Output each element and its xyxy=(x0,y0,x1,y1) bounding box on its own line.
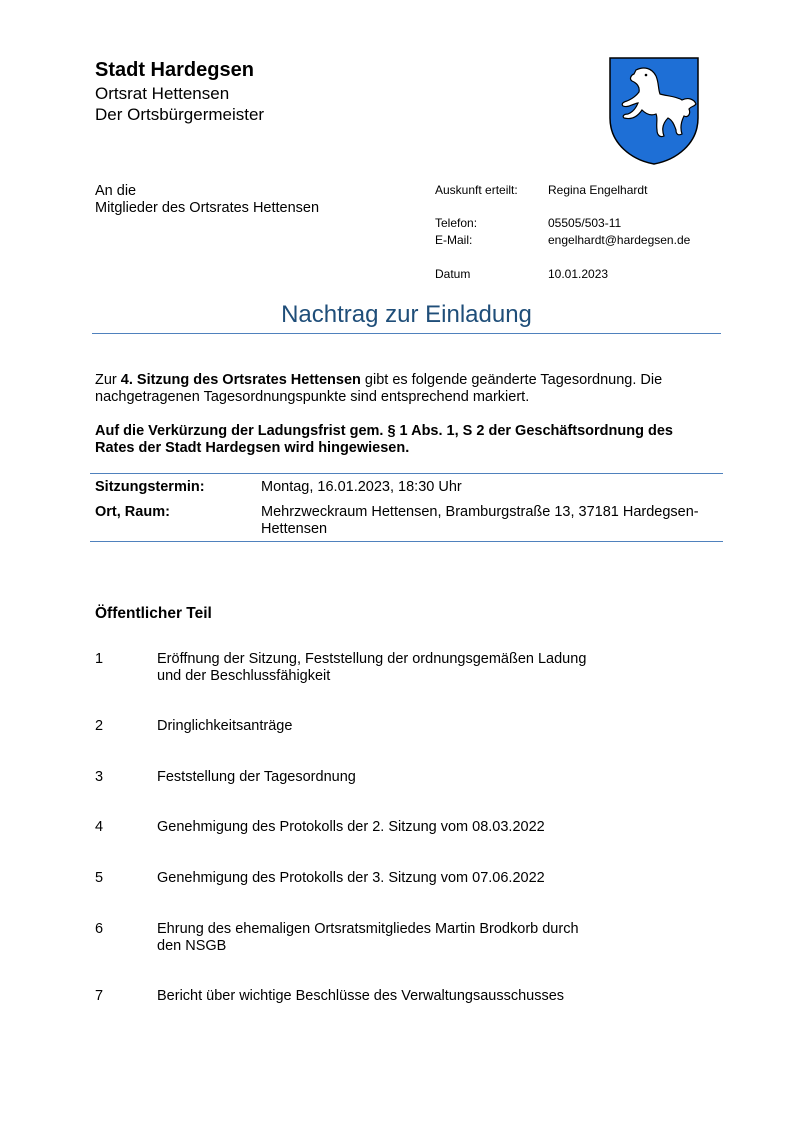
table-bottom-border xyxy=(90,541,723,542)
office-name: Der Ortsbürgermeister xyxy=(95,105,265,124)
agenda-item-number: 6 xyxy=(95,921,104,937)
recipient-line-2: Mitglieder des Ortsrates Hettensen xyxy=(95,200,320,216)
recipient-line-1: An die xyxy=(95,183,137,199)
contact-person-label: Auskunft erteilt: xyxy=(435,183,518,197)
agenda-item-number: 1 xyxy=(95,651,104,667)
agenda-item-text: Ehrung des ehemaligen Ortsratsmitgliedes Martin Brodkorb durch den NSGB xyxy=(157,921,579,954)
organization-name: Stadt Hardegsen xyxy=(95,59,254,81)
agenda-item-number: 4 xyxy=(95,819,104,835)
agenda-item-number: 2 xyxy=(95,718,104,734)
agenda-item-number: 3 xyxy=(95,769,104,785)
notice-paragraph: Auf die Verkürzung der Ladungsfrist gem. § 1 Abs. 1, S 2 der Geschäftsordnung des Rates der Stadt Hardegsen wird hingewiesen. xyxy=(95,423,673,456)
agenda-item-text: Genehmigung des Protokolls der 2. Sitzung vom 08.03.2022 xyxy=(157,819,545,835)
agenda-item-number: 7 xyxy=(95,988,104,1004)
section-title: Öffentlicher Teil xyxy=(95,605,212,622)
council-name: Ortsrat Hettensen xyxy=(95,84,230,103)
table-top-border xyxy=(90,473,723,474)
intro-suffix: gibt es folgende geänderte Tagesordnung. Die nachgetragenen Tagesordnungspunkte sind entsprechend markiert. xyxy=(95,372,663,405)
agenda-item-text: Feststellung der Tagesordnung xyxy=(157,769,356,785)
agenda-item-text: Dringlichkeitsanträge xyxy=(157,718,293,734)
date-value: 10.01.2023 xyxy=(548,267,609,281)
email-label: E-Mail: xyxy=(435,233,473,247)
meeting-date-value: Montag, 16.01.2023, 18:30 Uhr xyxy=(261,479,462,495)
contact-person-value: Regina Engelhardt xyxy=(548,183,648,197)
date-label: Datum xyxy=(435,267,471,281)
intro-paragraph xyxy=(95,372,715,406)
phone-value: 05505/503-11 xyxy=(548,216,622,230)
document-title: Nachtrag zur Einladung xyxy=(281,301,532,328)
agenda-item-text: Genehmigung des Protokolls der 3. Sitzung vom 07.06.2022 xyxy=(157,870,545,886)
intro-prefix: Zur xyxy=(95,372,121,388)
lower-saxony-horse-crest-icon xyxy=(606,56,702,166)
intro-meeting-name: 4. Sitzung des Ortsrates Hettensen xyxy=(120,372,361,388)
title-divider xyxy=(92,333,721,334)
meeting-date-label: Sitzungstermin: xyxy=(95,479,205,495)
agenda-item-text: Eröffnung der Sitzung, Feststellung der ordnungsgemäßen Ladung und der Beschlussfähigkeit xyxy=(157,651,587,684)
agenda-item-text: Bericht über wichtige Beschlüsse des Verwaltungsausschusses xyxy=(157,988,565,1004)
email-value: engelhardt@hardegsen.de xyxy=(548,233,691,247)
phone-label: Telefon: xyxy=(435,216,478,230)
agenda-item-number: 5 xyxy=(95,870,104,886)
meeting-place-value: Mehrzweckraum Hettensen, Bramburgstraße 13, 37181 Hardegsen-Hettensen xyxy=(261,504,699,537)
meeting-place-label: Ort, Raum: xyxy=(95,504,170,520)
